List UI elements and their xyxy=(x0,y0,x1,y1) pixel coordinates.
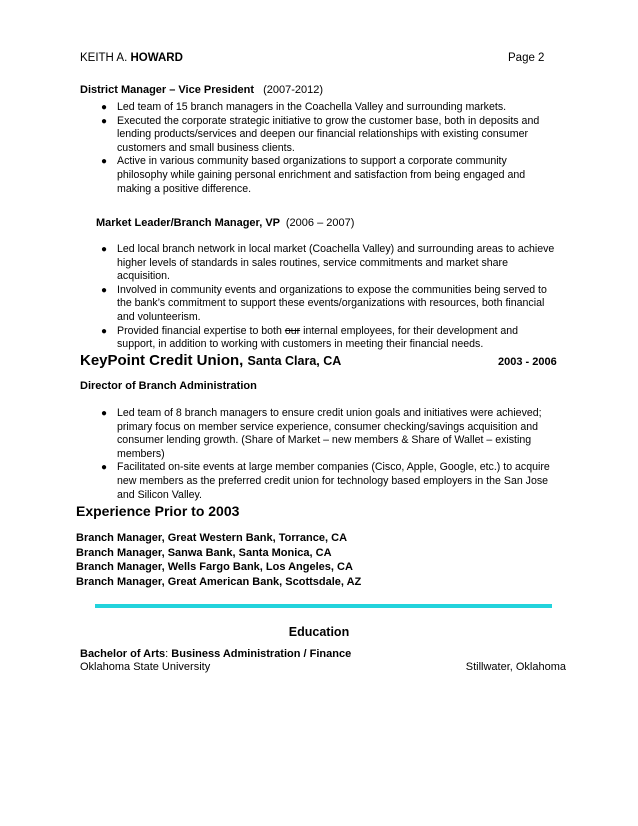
degree xyxy=(80,648,351,660)
company-heading xyxy=(80,352,341,369)
bullet-icon: ● xyxy=(101,156,108,168)
list-item: ● Active in various community based organizations to support a corporate community philosophy while gaining personal enrichment and satisfaction from being engaged and making a positive difference. xyxy=(101,155,526,195)
resume-name xyxy=(80,52,183,64)
role-1-bullets xyxy=(101,101,557,196)
company-name: KeyPoint Credit Union, xyxy=(80,352,244,369)
list-item: ● Led team of 8 branch managers to ensure credit union goals and initiatives were achieved; primary focus on member service experience, consumer checking/savings acquisition and consumer lending growth. (Share of Market – new members & Share of Wallet – existing members) xyxy=(101,407,542,460)
bullet-icon: ● xyxy=(101,102,108,113)
school-name: Oklahoma State University xyxy=(80,661,211,673)
list-item: Branch Manager, Great Western Bank, Torrance, CA xyxy=(76,532,348,544)
last-name: HOWARD xyxy=(130,52,183,64)
role-2-bullets xyxy=(101,243,557,352)
company-location: Santa Clara, CA xyxy=(247,354,342,368)
list-item: ● Provided financial expertise to both our internal employees, for their development and support, in addition to working with customers in meeting their financial needs. xyxy=(101,324,519,351)
first-name: KEITH A. xyxy=(80,52,128,64)
bullet-icon: ● xyxy=(101,325,108,337)
list-item: ● Facilitated on-site events at large member companies (Cisco, Apple, Google, etc.) to acquire new members as the preferred credit union for technology based employers in the San Jose and Silicon Valley. xyxy=(101,461,550,501)
role-title-district-manager xyxy=(80,84,323,96)
list-item: ● Led team of 15 branch managers in the Coachella Valley and surrounding markets. xyxy=(101,101,507,113)
bullet-icon: ● xyxy=(101,244,108,255)
company-dates: 2003 - 2006 xyxy=(498,356,557,368)
list-item: ● Led local branch network in local market (Coachella Valley) and surrounding areas to achieve higher levels of standards in sales routines, service commitments and market share acquisition. xyxy=(101,243,555,283)
role-title: Market Leader/Branch Manager, VP xyxy=(96,217,280,229)
list-item: Branch Manager, Great American Bank, Scottsdale, AZ xyxy=(76,575,362,588)
company-role-title: Director of Branch Administration xyxy=(80,380,257,392)
degree-label: Bachelor of Arts xyxy=(80,648,166,660)
prior-experience-title: Experience Prior to 2003 xyxy=(76,503,240,519)
role-title-market-leader xyxy=(96,217,354,229)
role-dates: (2006 – 2007) xyxy=(285,217,355,229)
degree-field: Business Administration / Finance xyxy=(171,648,352,660)
bullet-icon: ● xyxy=(101,462,108,474)
prior-experience-list xyxy=(76,531,361,589)
role-title: District Manager – Vice President xyxy=(80,84,255,96)
company-bullets xyxy=(101,407,557,502)
list-item: ● Involved in community events and organizations to expose the communities being served to the bank’s commitment to support these events/organizations with resources, both financial and volunteerism. xyxy=(101,283,547,323)
list-item: Branch Manager, Sanwa Bank, Santa Monica, CA xyxy=(76,546,332,559)
bullet-icon: ● xyxy=(101,115,108,127)
education-title: Education xyxy=(288,625,350,639)
bullet-icon: ● xyxy=(101,408,108,419)
page-number: Page 2 xyxy=(508,52,545,64)
degree-separator: : xyxy=(165,648,169,660)
role-dates: (2007-2012) xyxy=(263,84,324,96)
list-item: Branch Manager, Wells Fargo Bank, Los Angeles, CA xyxy=(76,561,353,573)
school-location: Stillwater, Oklahoma xyxy=(465,661,566,673)
list-item: ● Executed the corporate strategic initiative to grow the customer base, both in deposits and lending products/services and deepen our financial relationships with existing consumer customers and small business clients. xyxy=(101,114,540,154)
bullet-icon: ● xyxy=(101,284,108,296)
section-divider xyxy=(95,604,552,608)
struck-word: our xyxy=(284,324,301,337)
